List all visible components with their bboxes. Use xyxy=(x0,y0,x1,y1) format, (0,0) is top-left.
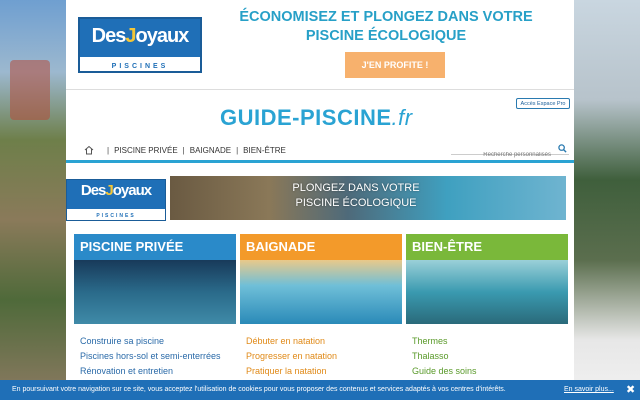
category-image[interactable] xyxy=(240,260,402,324)
banner-desjoyaux-logo xyxy=(66,179,166,221)
nav-bien-etre[interactable]: BIEN-ÊTRE xyxy=(243,145,286,155)
logo-subtitle: PISCINES xyxy=(111,63,169,70)
category-image[interactable] xyxy=(74,260,236,324)
category-title[interactable]: PISCINE PRIVÉE xyxy=(74,234,236,260)
logo-wordmark: DesJoyaux xyxy=(91,25,189,47)
category-link[interactable]: Piscines hors-sol et semi-enterrées xyxy=(80,351,221,361)
desjoyaux-logo[interactable] xyxy=(78,17,202,73)
nav-separator: | xyxy=(182,145,185,155)
header-divider xyxy=(66,160,574,163)
close-icon[interactable]: ✖ xyxy=(626,384,636,396)
category-link[interactable]: Rénovation et entretien xyxy=(80,366,174,376)
search-box xyxy=(451,143,569,155)
category-links xyxy=(74,324,236,379)
search-input[interactable] xyxy=(451,152,551,158)
category-link[interactable]: Guide des soins xyxy=(412,366,477,376)
ad-headline xyxy=(216,8,556,46)
category-link[interactable]: Thermes xyxy=(412,336,448,346)
category-link[interactable]: Progresser en natation xyxy=(246,351,338,361)
nav-separator: | xyxy=(236,145,239,155)
category-title[interactable]: BAIGNADE xyxy=(240,234,402,260)
category-baignade xyxy=(240,234,402,384)
search-icon[interactable] xyxy=(558,144,567,153)
category-piscine-privee xyxy=(74,234,236,384)
ad-headline-line1: ÉCONOMISEZ ET PLONGEZ DANS VOTRE xyxy=(239,9,533,25)
background-left-photo xyxy=(0,0,66,400)
cookie-text: En poursuivant votre navigation sur ce site, vous acceptez l'utilisation de cookies pour vous proposer des contenus et services adaptés à vos centres d'intérêts. xyxy=(12,386,506,393)
category-links xyxy=(240,324,402,379)
background-right-photo xyxy=(574,0,640,400)
page-container xyxy=(66,0,574,400)
banner-ad[interactable] xyxy=(66,175,574,221)
cookie-banner xyxy=(0,380,640,400)
espace-pro-button[interactable]: Accès Espace Pro xyxy=(516,98,570,109)
main-nav xyxy=(84,143,286,157)
site-logo[interactable]: GUIDE-PISCINE.fr xyxy=(220,105,413,130)
cookie-more-link[interactable]: En savoir plus... xyxy=(564,386,614,393)
home-icon[interactable] xyxy=(84,145,94,155)
banner-text-line2: PISCINE ÉCOLOGIQUE xyxy=(295,197,417,209)
logo-wordmark: DesJoyaux xyxy=(80,182,152,199)
nav-separator: | xyxy=(107,145,110,155)
category-link[interactable]: Débuter en natation xyxy=(246,336,326,346)
top-advertisement[interactable] xyxy=(66,0,574,90)
banner-text-line1: PLONGEZ DANS VOTRE xyxy=(292,182,420,194)
nav-baignade[interactable]: BAIGNADE xyxy=(189,145,232,155)
category-section xyxy=(66,234,574,384)
site-header xyxy=(66,91,574,163)
category-title[interactable]: BIEN-ÊTRE xyxy=(406,234,568,260)
category-links xyxy=(406,324,568,379)
category-link[interactable]: Construire sa piscine xyxy=(80,336,165,346)
banner-text xyxy=(266,181,446,211)
category-link[interactable]: Pratiquer la natation xyxy=(246,366,327,376)
ad-headline-line2: PISCINE ÉCOLOGIQUE xyxy=(305,28,467,44)
category-image[interactable] xyxy=(406,260,568,324)
ad-cta-button[interactable]: J'EN PROFITE ! xyxy=(345,52,445,78)
logo-subtitle: PISCINES xyxy=(96,213,136,219)
nav-piscine-privee[interactable]: PISCINE PRIVÉE xyxy=(114,145,178,155)
category-bien-etre xyxy=(406,234,568,384)
category-link[interactable]: Thalasso xyxy=(412,351,449,361)
